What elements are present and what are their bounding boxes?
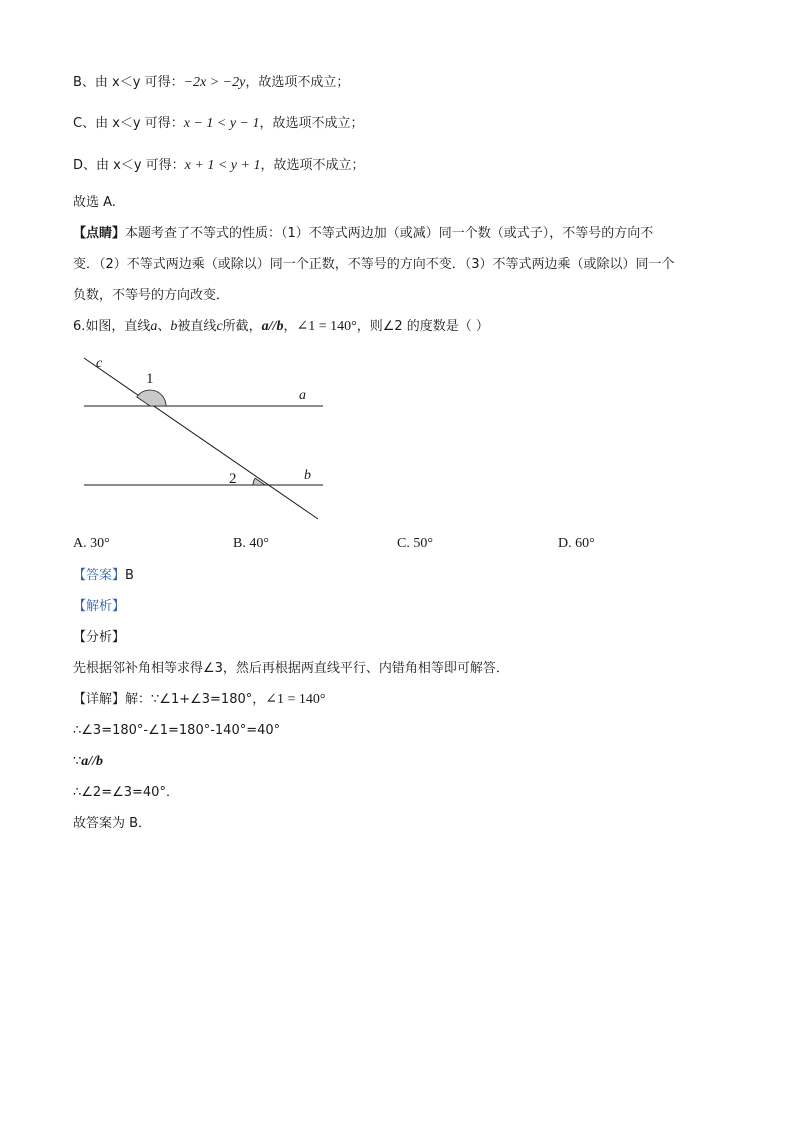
step-b-prefix: B、由 x＜y 可得：	[73, 75, 184, 90]
question-sep: 、	[157, 319, 171, 334]
dianjing-text-1: 本题考查了不等式的性质：（1）不等式两边加（或减）同一个数（或式子），不等号的方向不	[125, 226, 654, 241]
step-d-suffix: ，故选项不成立；	[260, 158, 365, 173]
question-parallel: a//b	[261, 319, 284, 334]
question-text-2: 被直线	[177, 319, 217, 334]
geometry-figure	[0, 0, 794, 560]
choice-c[interactable]: C. 50°	[397, 536, 433, 551]
step-b-expr: −2x > −2y	[183, 75, 246, 90]
detail-line-4: ∴∠2=∠3=40°．	[73, 785, 179, 800]
step-c-suffix: ，故选项不成立；	[259, 116, 364, 131]
detail-line-2: ∴∠3=180°-∠1=180°-140°=40°	[73, 723, 281, 738]
fenxi-text: 先根据邻补角相等求得∠3，然后再根据两直线平行、内错角相等即可解答．	[73, 661, 509, 676]
step-b-suffix: ，故选项不成立；	[245, 75, 350, 90]
question-text-3: 所截，	[222, 319, 262, 334]
detail-angle-1: ∠1 = 140°	[265, 692, 326, 707]
dianjing-line-3: 负数，不等号的方向改变．	[73, 288, 230, 303]
question-text-5: ，则∠2 的度数是（ ）	[356, 319, 489, 334]
label-a: a	[299, 388, 306, 403]
detail-parallel: a//b	[81, 754, 104, 769]
question-angle-1: ∠1 = 140°	[296, 319, 357, 334]
answer-tag: 【答案】	[73, 568, 126, 583]
detail-tag: 【详解】	[73, 692, 126, 707]
answer-value: B	[125, 568, 134, 583]
answer-line	[73, 567, 134, 585]
label-1: 1	[146, 371, 154, 387]
analysis-tag: 【解析】	[73, 599, 126, 614]
prev-conclusion: 故选 A.	[73, 195, 116, 210]
step-d-prefix: D、由 x＜y 可得：	[73, 158, 185, 173]
detail-because: ∵	[73, 754, 82, 769]
step-c-prefix: C、由 x＜y 可得：	[73, 116, 184, 131]
question-var-a: a	[150, 319, 158, 334]
step-d-expr: x + 1 < y + 1	[184, 158, 261, 173]
choice-a[interactable]: A. 30°	[73, 536, 110, 551]
fenxi-tag: 【分析】	[73, 630, 126, 645]
detail-line-5: 故答案为 B．	[73, 816, 152, 831]
angle-1-marker	[137, 390, 166, 406]
question-text-1: 6.如图，直线	[73, 319, 151, 334]
label-b: b	[304, 468, 311, 483]
label-c: c	[96, 356, 103, 371]
detail-line-1	[73, 691, 325, 709]
line-c	[84, 358, 318, 519]
dianjing-tag: 【点睛】	[73, 226, 126, 241]
detail-text: 解：∵∠1+∠3=180°，	[125, 692, 266, 707]
detail-line-3	[73, 753, 103, 771]
step-c-expr: x − 1 < y − 1	[183, 116, 260, 131]
question-var-c: c	[216, 319, 223, 334]
dianjing-line-2: 变．（2）不等式两边乘（或除以）同一个正数，不等号的方向不变．（3）不等式两边乘（或除以）同一个	[73, 257, 675, 272]
choice-b[interactable]: B. 40°	[233, 536, 269, 551]
choice-d[interactable]: D. 60°	[558, 536, 595, 551]
question-text-4: ，	[283, 319, 297, 334]
label-2: 2	[229, 471, 237, 487]
question-var-b: b	[170, 319, 178, 334]
